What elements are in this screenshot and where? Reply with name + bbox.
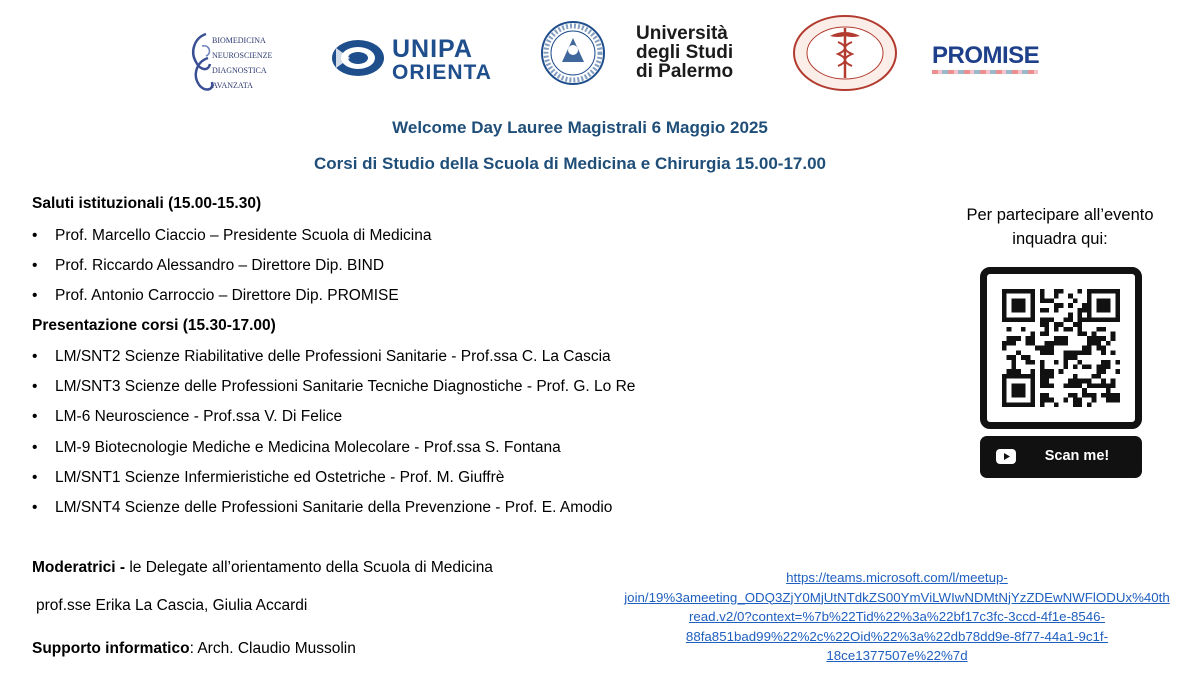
link-line[interactable]: 18ce1377507e%22%7d	[826, 648, 968, 663]
bind-letter-line: BIOMEDICINA	[212, 36, 266, 45]
list-item: • Prof. Antonio Carroccio – Direttore Dip. PROMISE	[32, 286, 431, 316]
list-item: • LM/SNT2 Scienze Riabilitative delle Professioni Sanitarie - Prof.ssa C. La Cascia	[32, 347, 635, 377]
bind-text	[212, 33, 272, 93]
university-seal-icon	[540, 20, 606, 86]
corsi-heading: Presentazione corsi (15.30-17.00)	[32, 317, 276, 334]
university-name-line: di Palermo	[636, 61, 734, 82]
unipa-line2: ORIENTA	[392, 61, 492, 84]
list-item: • LM/SNT4 Scienze delle Professioni Sanitarie della Prevenzione - Prof. E. Amodio	[32, 498, 635, 528]
list-item: • Prof. Riccardo Alessandro – Direttore Dip. BIND	[32, 256, 431, 286]
list-item: • LM-9 Biotecnologie Mediche e Medicina Molecolare - Prof.ssa S. Fontana	[32, 438, 635, 468]
university-name-line: degli Studi	[636, 42, 734, 63]
saluti-heading: Saluti istituzionali (15.00-15.30)	[32, 195, 262, 212]
promise-logo	[928, 26, 1042, 88]
bind-letter-line: DIAGNOSTICA	[212, 66, 267, 75]
invite-line: inquadra qui:	[1012, 230, 1108, 248]
list-item: • LM/SNT1 Scienze Infermieristiche ed Ostetriche - Prof. M. Giuffrè	[32, 468, 635, 498]
qr-invite-text	[940, 203, 1180, 251]
promise-tagline-bar	[932, 70, 1038, 74]
link-line[interactable]: join/19%3ameeting_ODQ3ZjY0MjUtNTdkZS00YmViLWIwNDMtNjYzZDEwNWFlODUx%40th	[624, 589, 1170, 605]
qr-code-icon[interactable]	[1002, 289, 1120, 407]
bind-letter-line: NEUROSCIENZE	[212, 51, 273, 60]
university-name-line: Università	[636, 23, 728, 44]
bind-letter-line: AVANZATA	[212, 81, 253, 90]
link-line[interactable]: https://teams.microsoft.com/l/meetup-	[786, 570, 1008, 585]
supporto-label: Supporto informatico	[32, 640, 190, 657]
moderatrici-label: Moderatrici -	[32, 559, 126, 576]
page-subtitle: Corsi di Studio della Scuola di Medicina e Chirurgia 15.00-17.00	[313, 154, 827, 173]
university-name	[636, 24, 733, 81]
supporto-line	[32, 640, 356, 658]
moderatrici-line	[32, 559, 493, 577]
moderatrici-text: le Delegate all’orientamento della Scuola di Medicina	[125, 559, 493, 576]
scan-me-button[interactable]	[980, 436, 1142, 478]
unipa-swirl-icon	[330, 34, 386, 82]
supporto-text: : Arch. Claudio Mussolin	[189, 640, 356, 657]
school-medicine-logo	[792, 14, 898, 92]
promise-text: PROMISE	[932, 42, 1040, 69]
list-item: • LM/SNT3 Scienze delle Professioni Sanitarie Tecniche Diagnostiche - Prof. G. Lo Re	[32, 377, 635, 407]
unipa-line1: UNIPA	[392, 35, 473, 63]
list-item: • Prof. Marcello Ciaccio – Presidente Scuola di Medicina	[32, 226, 431, 256]
saluti-list	[32, 226, 431, 317]
unipa-orienta-logo	[330, 32, 490, 84]
qr-code-frame[interactable]	[980, 267, 1142, 429]
invite-line: Per partecipare all’evento	[966, 206, 1154, 224]
university-palermo-logo	[540, 20, 750, 86]
link-line[interactable]: 88fa851bad99%22%2c%22Oid%22%3a%22db78dd9e-8f77-44a1-9c1f-	[685, 628, 1109, 644]
caduceus-seal-icon	[792, 14, 898, 92]
link-line[interactable]: read.v2/0?context=%7b%22Tid%22%3a%22bf17c3fc-3ccd-4f1e-8546-	[688, 609, 1106, 624]
bind-department-logo	[186, 28, 282, 96]
moderatrici-names: prof.sse Erika La Cascia, Giulia Accardi	[36, 597, 308, 614]
page-title: Welcome Day Lauree Magistrali 6 Maggio 2025	[392, 118, 768, 137]
corsi-list	[32, 347, 635, 528]
teams-meeting-link[interactable]	[600, 568, 1194, 666]
unipa-text	[392, 36, 492, 84]
scan-me-label: Scan me!	[1044, 448, 1110, 464]
list-item: • LM-6 Neuroscience - Prof.ssa V. Di Felice	[32, 407, 635, 437]
